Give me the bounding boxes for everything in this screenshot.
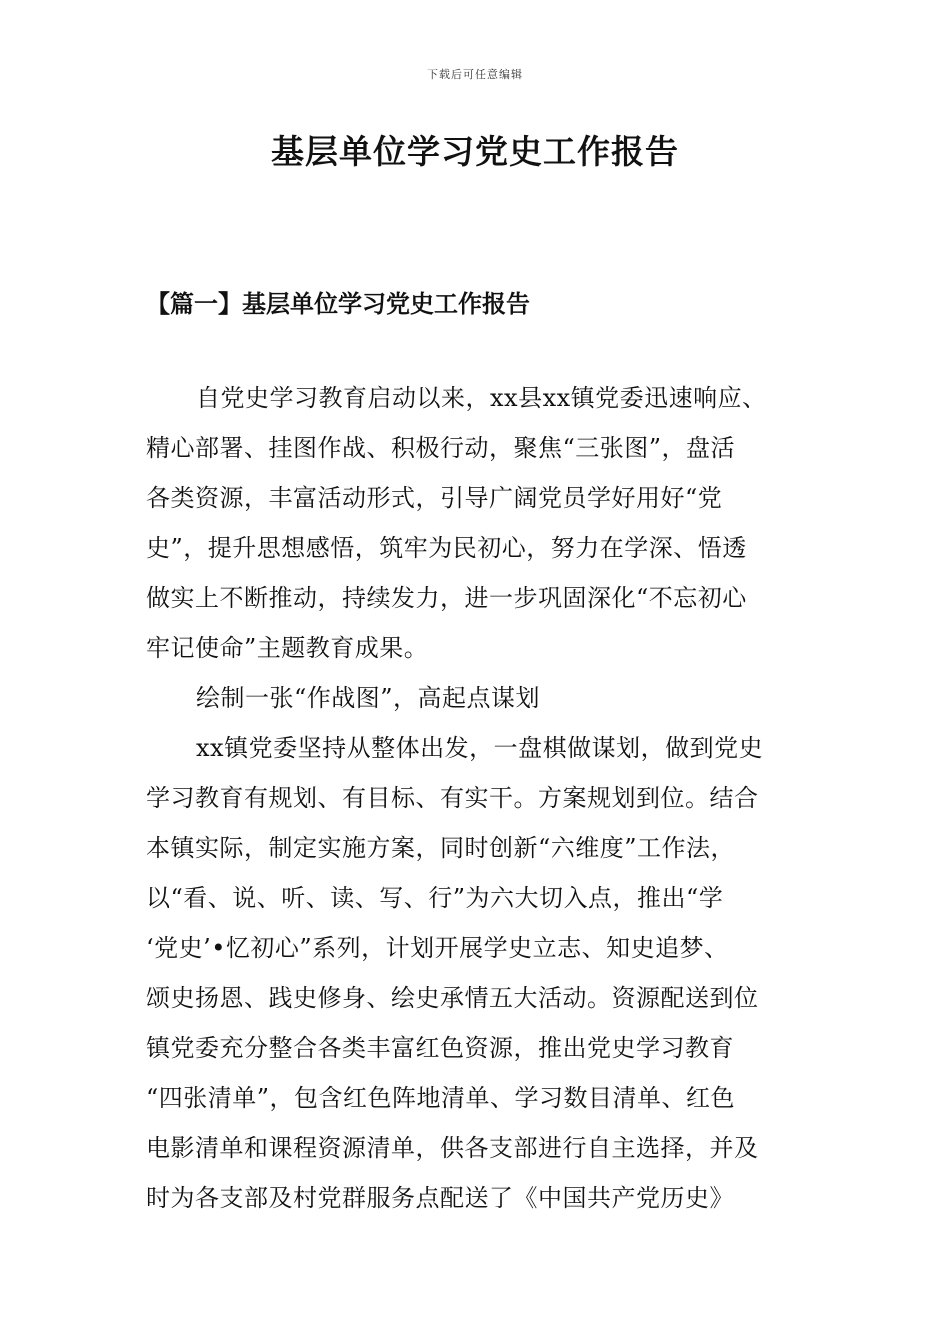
paragraph-line: 颂史扬恩、践史修身、绘史承情五大活动。资源配送到位 xyxy=(146,984,759,1012)
paragraph-line: 时为各支部及村党群服务点配送了《中国共产党历史》 xyxy=(146,1184,734,1212)
paragraph-line: 各类资源，丰富活动形式，引导广阔党员学好用好“党 xyxy=(146,484,723,512)
paragraph-line: xx镇党委坚持从整体出发，一盘棋做谋划，做到党史 xyxy=(196,734,764,762)
paragraph-line: 镇党委充分整合各类丰富红色资源，推出党史学习教育 xyxy=(146,1034,734,1062)
paragraph-line: 牢记使命”主题教育成果。 xyxy=(146,634,429,662)
paragraph-line: 自党史学习教育启动以来，xx县xx镇党委迅速响应、 xyxy=(196,384,767,412)
paragraph-line: 史”，提升思想感悟，筑牢为民初心，努力在学深、悟透 xyxy=(146,534,747,562)
paragraph-line: 本镇实际，制定实施方案，同时创新“六维度”工作法， xyxy=(146,834,736,862)
document-body xyxy=(146,378,826,1228)
section-heading: 【篇一】基层单位学习党史工作报告 xyxy=(146,289,530,318)
header-note: 下载后可任意编辑 xyxy=(427,68,523,81)
subheading-line: 绘制一张“作战图”，高起点谋划 xyxy=(196,684,541,712)
paragraph-line: 以“看、说、听、读、写、行”为六大切入点，推出“学 xyxy=(146,884,724,912)
paragraph-line: 精心部署、挂图作战、积极行动，聚焦“三张图”，盘活 xyxy=(146,434,736,462)
paragraph-line: ‘党史’•忆初心”系列，计划开展学史立志、知史追梦、 xyxy=(146,934,729,962)
paragraph-line: 电影清单和课程资源清单，供各支部进行自主选择，并及 xyxy=(146,1134,759,1162)
paragraph-line: 学习教育有规划、有目标、有实干。方案规划到位。结合 xyxy=(146,784,759,812)
paragraph-line: 做实上不断推动，持续发力，进一步巩固深化“不忘初心 xyxy=(146,584,747,612)
paragraph-line: “四张清单”，包含红色阵地清单、学习数目清单、红色 xyxy=(146,1084,736,1112)
document-title: 基层单位学习党史工作报告 xyxy=(271,132,679,171)
